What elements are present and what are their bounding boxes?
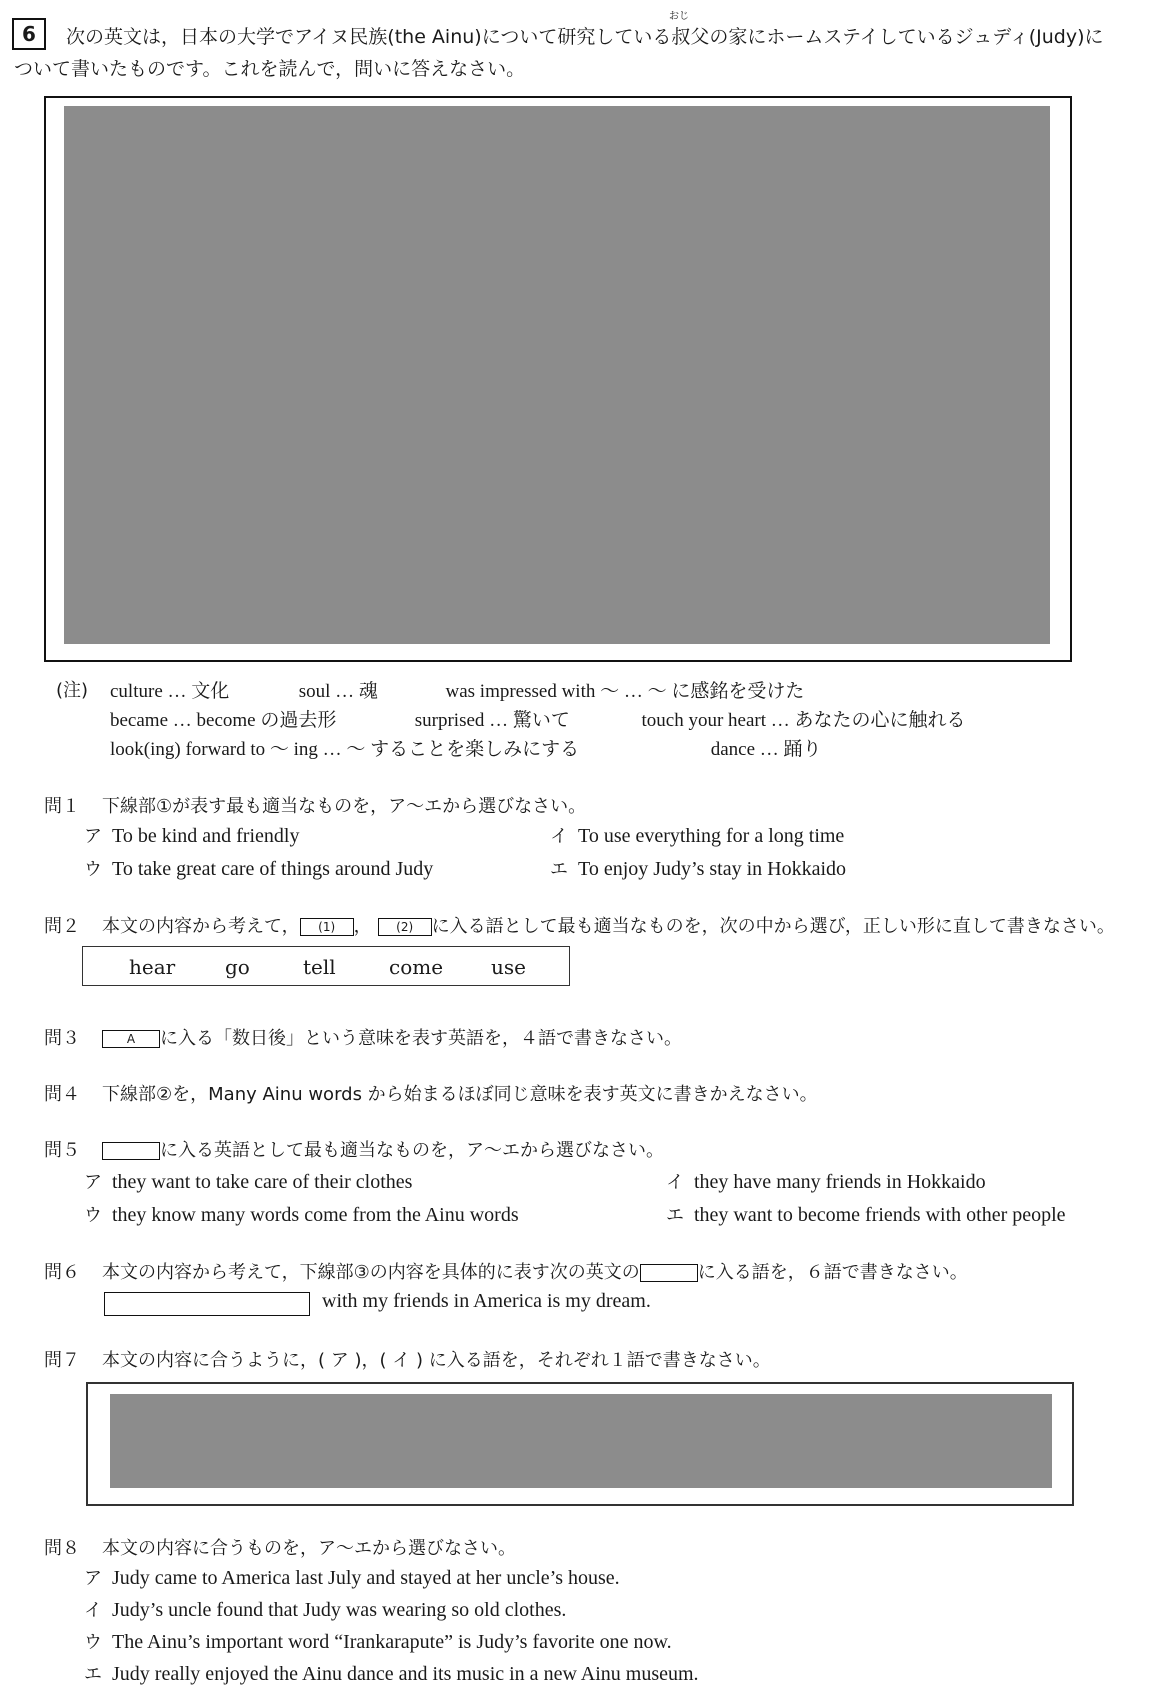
q6-text-pre: 本文の内容から考えて，下線部③の内容を具体的に表す次の英文の [102, 1262, 640, 1283]
q6-inline-blank [640, 1264, 698, 1282]
q8-choice-b-mark: イ [84, 1600, 102, 1621]
passage-redaction [64, 106, 1050, 644]
note-soul: soul … 魂 [298, 681, 378, 702]
q7-text: 本文の内容に合うように，( ア )，( イ ) に入る語を，それぞれ１語で書きなさい。 [102, 1350, 771, 1371]
note-touch-heart: touch your heart … あなたの心に触れる [641, 710, 966, 731]
q5-text [102, 1136, 664, 1162]
q6-answer-blank [104, 1292, 310, 1316]
note-became: became … become の過去形 [110, 710, 337, 731]
q4-label: 問４ [44, 1084, 80, 1105]
q7-redaction [110, 1394, 1052, 1488]
q5-choice-b-mark: イ [666, 1172, 684, 1193]
intro-ruby: おじ [669, 11, 689, 22]
q8-choice-d-text: Judy really enjoyed the Ainu dance and its music in a new Ainu museum. [112, 1663, 699, 1685]
intro-line-2: ついて書いたものです。これを読んで，問いに答えなさい。 [14, 58, 526, 80]
q5-text-body: に入る英語として最も適当なものを，ア～エから選びなさい。 [160, 1140, 664, 1161]
q2-text [102, 912, 1115, 938]
q5-choice-c-text: they know many words come from the Ainu words [112, 1204, 519, 1226]
intro-line-1: 次の英文は，日本の大学でアイヌ民族(the Ainu)について研究している叔父の家にホームステイしているジュディ(Judy)に [66, 26, 1104, 48]
q5-choice-b-text: they have many friends in Hokkaido [694, 1171, 986, 1193]
note-look-forward: look(ing) forward to ～ ing … ～ することを楽しみにする [110, 739, 580, 760]
q8-choice-a-mark: ア [84, 1568, 102, 1589]
q6-sentence: with my friends in America is my dream. [322, 1290, 651, 1312]
q2-label: 問２ [44, 916, 80, 937]
q3-label: 問３ [44, 1028, 80, 1049]
q1-choice-b-text: To use everything for a long time [578, 825, 845, 847]
notes-row-3 [110, 734, 822, 761]
note-culture: culture … 文化 [110, 681, 230, 702]
passage-box [44, 96, 1072, 662]
q8-choice-c-text: The Ainu’s important word “Irankarapute” is Judy’s favorite one now. [112, 1631, 672, 1653]
q3-blank: A [102, 1030, 160, 1048]
q8-choice-c [84, 1628, 672, 1654]
q1-text: 下線部①が表す最も適当なものを，ア～エから選びなさい。 [102, 796, 587, 817]
q3-text [102, 1024, 682, 1050]
q5-choice-b [666, 1168, 986, 1194]
q2-blank-1: (1) [300, 918, 354, 936]
q5-choice-c [84, 1201, 519, 1227]
q2-word-tell: tell [303, 955, 336, 979]
q1-choice-a [84, 822, 299, 848]
q1-label: 問１ [44, 796, 80, 817]
q1-choice-d-mark: エ [550, 859, 568, 880]
q8-text: 本文の内容に合うものを，ア～エから選びなさい。 [102, 1538, 516, 1559]
q6-label: 問６ [44, 1262, 80, 1283]
q2-word-hear: hear [129, 955, 176, 979]
q6-text [102, 1258, 968, 1284]
q5-label: 問５ [44, 1140, 80, 1161]
q5-choice-a-mark: ア [84, 1172, 102, 1193]
q5-choice-c-mark: ウ [84, 1205, 102, 1226]
q8-choice-b-text: Judy’s uncle found that Judy was wearing so old clothes. [112, 1599, 567, 1621]
q1-choice-a-text: To be kind and friendly [112, 825, 300, 847]
q8-label: 問８ [44, 1538, 80, 1559]
q3-text-body: に入る「数日後」という意味を表す英語を，４語で書きなさい。 [160, 1028, 682, 1049]
q7-box [86, 1382, 1074, 1506]
q1-choice-c-mark: ウ [84, 859, 102, 880]
q7-label: 問７ [44, 1350, 80, 1371]
q1-choice-d [550, 855, 846, 881]
q1-choice-c-text: To take great care of things around Judy [112, 858, 434, 880]
q8-choice-a [84, 1564, 620, 1590]
q5-choice-a [84, 1168, 412, 1194]
q8-choice-d [84, 1660, 699, 1686]
q1-choice-c [84, 855, 433, 881]
q2-word-box [82, 946, 570, 986]
q8-choice-a-text: Judy came to America last July and stayed at her uncle’s house. [112, 1567, 620, 1589]
q1-choice-a-mark: ア [84, 826, 102, 847]
notes-row-1 [110, 676, 804, 703]
question-number-box: 6 [12, 18, 46, 50]
note-surprised: surprised … 驚いて [414, 710, 570, 731]
q2-blank-2: (2) [378, 918, 432, 936]
q1-choice-b-mark: イ [550, 826, 568, 847]
q1-choice-b [550, 822, 844, 848]
q4-text: 下線部②を，Many Ainu words から始まるほぼ同じ意味を表す英文に書きかえなさい。 [102, 1084, 818, 1105]
notes-row-2 [110, 705, 966, 732]
q8-choice-b [84, 1596, 566, 1622]
q8-choice-d-mark: エ [84, 1664, 102, 1685]
q5-blank [102, 1142, 160, 1160]
q1-choice-d-text: To enjoy Judy’s stay in Hokkaido [578, 858, 847, 880]
note-dance: dance … 踊り [710, 739, 822, 760]
notes-label: (注) [56, 680, 89, 701]
q8-choice-c-mark: ウ [84, 1632, 102, 1653]
note-impressed: was impressed with ～ … ～ に感銘を受けた [445, 681, 805, 702]
q2-separator: ， [353, 916, 372, 937]
q2-text-post: に入る語として最も適当なものを，次の中から選び，正しい形に直して書きなさい。 [431, 916, 1115, 937]
q5-choice-d-mark: エ [666, 1205, 684, 1226]
q2-text-pre: 本文の内容から考えて， [102, 916, 300, 937]
q2-word-use: use [491, 955, 526, 979]
q5-choice-a-text: they want to take care of their clothes [112, 1171, 413, 1193]
q2-word-go: go [225, 955, 250, 979]
q5-choice-d-text: they want to become friends with other people [694, 1204, 1066, 1226]
q6-text-post: に入る語を，６語で書きなさい。 [697, 1262, 968, 1283]
q2-word-come: come [389, 955, 444, 979]
q5-choice-d [666, 1201, 1066, 1227]
